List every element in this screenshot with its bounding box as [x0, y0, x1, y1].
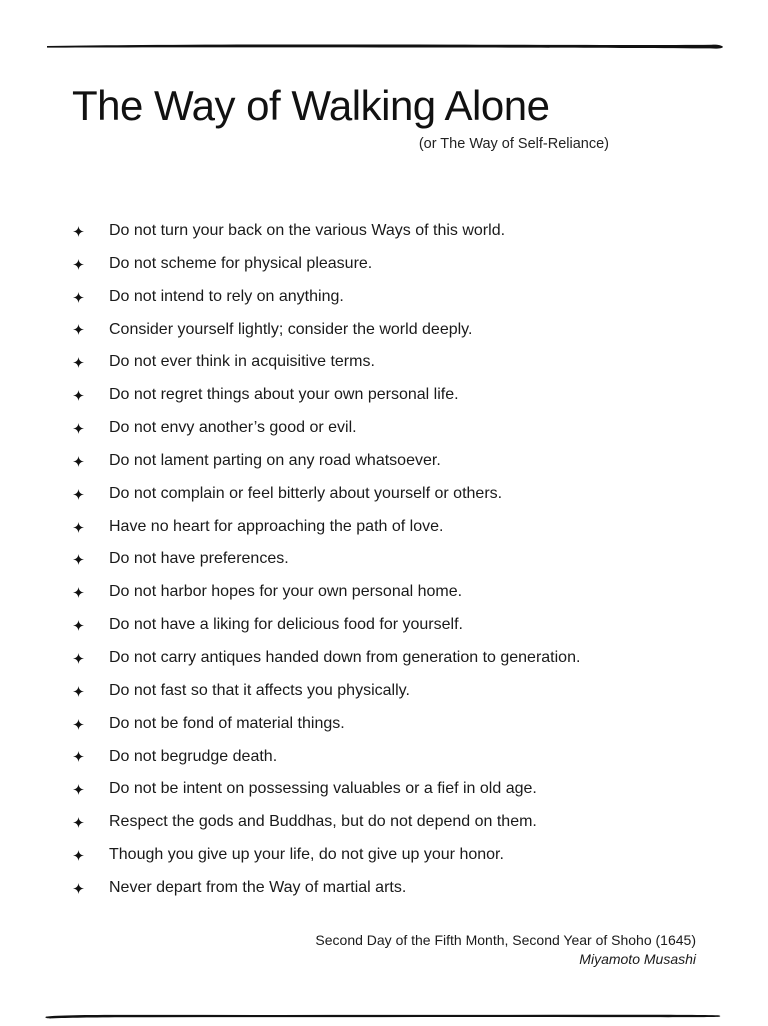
precept-item [0, 314, 768, 347]
precept-text: Do not fast so that it affects you physically. [109, 681, 410, 699]
precept-text: Do not be intent on possessing valuables or a fief in old age. [109, 780, 537, 798]
precept-text: Never depart from the Way of martial arts. [109, 878, 407, 896]
precept-text: Do not turn your back on the various Ways of this world. [109, 222, 506, 239]
precept-item [0, 281, 768, 314]
footer-attribution [315, 931, 696, 969]
precept-text: Do not ever think in acquisitive terms. [109, 353, 375, 371]
four-point-star-icon [72, 478, 84, 511]
precept-item [0, 773, 768, 806]
four-point-star-icon [72, 346, 84, 379]
four-point-star-icon [72, 576, 84, 609]
precept-text: Do not complain or feel bitterly about yourself or others. [109, 484, 503, 502]
precept-text: Do not begrudge death. [109, 747, 278, 765]
precept-text: Have no heart for approaching the path of love. [109, 517, 444, 535]
page-subtitle: (or The Way of Self-Reliance) [418, 136, 609, 152]
precept-item [0, 445, 768, 478]
precept-item [0, 412, 768, 445]
precept-item [0, 346, 768, 379]
four-point-star-icon [72, 806, 84, 839]
precept-text: Do not have a liking for delicious food for yourself. [109, 616, 463, 634]
precept-text: Do not envy another’s good or evil. [109, 419, 357, 437]
four-point-star-icon [72, 511, 84, 544]
precept-text: Do not intend to rely on anything. [109, 287, 344, 305]
precept-item [0, 478, 768, 511]
precept-item [0, 741, 768, 774]
precept-text: Do not scheme for physical pleasure. [109, 254, 373, 272]
four-point-star-icon [72, 773, 84, 806]
precept-item [0, 642, 768, 675]
precept-item [0, 708, 768, 741]
precept-item [0, 675, 768, 708]
four-point-star-icon [72, 379, 84, 412]
precept-item [0, 576, 768, 609]
four-point-star-icon [72, 314, 84, 347]
four-point-star-icon [72, 741, 84, 774]
four-point-star-icon [72, 215, 84, 248]
precept-text: Do not lament parting on any road whatsoever. [109, 451, 441, 469]
precept-item [0, 609, 768, 642]
page-title: The Way of Walking Alone [72, 82, 550, 129]
precept-text: Though you give up your life, do not give up your honor. [109, 846, 504, 864]
precept-text: Do not carry antiques handed down from generation to generation. [109, 648, 581, 666]
four-point-star-icon [72, 839, 84, 872]
precept-item [0, 379, 768, 412]
four-point-star-icon [72, 281, 84, 314]
four-point-star-icon [72, 412, 84, 445]
footer-date: Second Day of the Fifth Month, Second Year of Shoho (1645) [315, 932, 696, 948]
precept-item [0, 215, 768, 248]
four-point-star-icon [72, 543, 84, 576]
four-point-star-icon [72, 445, 84, 478]
precept-item [0, 543, 768, 576]
four-point-star-icon [72, 609, 84, 642]
precept-list [0, 215, 768, 905]
precept-item [0, 248, 768, 281]
bottom-brush-rule [0, 1006, 768, 1026]
four-point-star-icon [72, 642, 84, 675]
precept-text: Do not harbor hopes for your own personal home. [109, 583, 463, 601]
precept-item [0, 872, 768, 905]
precept-text: Consider yourself lightly; consider the world deeply. [109, 320, 473, 338]
precept-item [0, 839, 768, 872]
four-point-star-icon [72, 675, 84, 708]
four-point-star-icon [72, 872, 84, 905]
precept-text: Respect the gods and Buddhas, but do not depend on them. [109, 813, 537, 831]
footer-author: Miyamoto Musashi [579, 951, 696, 967]
precept-text: Do not regret things about your own personal life. [109, 386, 459, 404]
precept-item [0, 511, 768, 544]
precept-text: Do not be fond of material things. [109, 714, 345, 732]
precept-item [0, 806, 768, 839]
four-point-star-icon [72, 248, 84, 281]
precept-text: Do not have preferences. [109, 550, 289, 568]
top-brush-rule [0, 36, 768, 56]
four-point-star-icon [72, 708, 84, 741]
